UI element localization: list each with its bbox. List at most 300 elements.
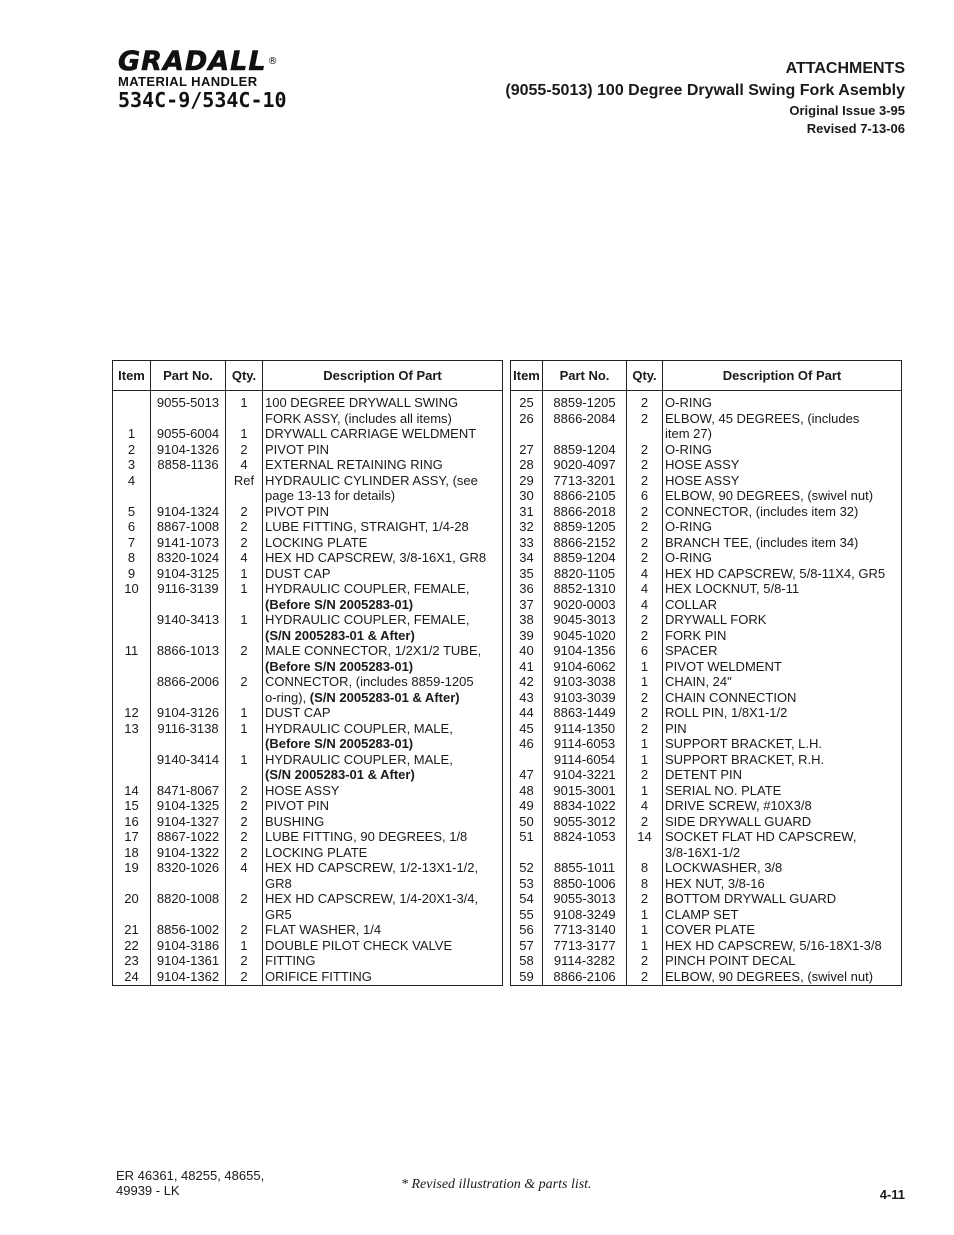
description: O-RING bbox=[663, 391, 902, 411]
quantity: 2 bbox=[627, 891, 663, 907]
table-row bbox=[113, 798, 503, 814]
table-row bbox=[113, 907, 503, 923]
col-header-desc: Description Of Part bbox=[663, 361, 902, 391]
quantity: 1 bbox=[627, 752, 663, 768]
description: FORK PIN bbox=[663, 628, 902, 644]
quantity: 2 bbox=[226, 922, 263, 938]
quantity bbox=[226, 736, 263, 752]
part-number bbox=[543, 845, 627, 861]
col-header-part: Part No. bbox=[543, 361, 627, 391]
description: CHAIN, 24" bbox=[663, 674, 902, 690]
item-number: 34 bbox=[519, 550, 534, 565]
description: HYDRAULIC CYLINDER ASSY, (see bbox=[263, 473, 503, 489]
table-row bbox=[113, 535, 503, 551]
part-number: 9104-3125 bbox=[151, 566, 226, 582]
quantity bbox=[226, 690, 263, 706]
table-row bbox=[511, 953, 902, 969]
description: FLAT WASHER, 1/4 bbox=[263, 922, 503, 938]
table-row bbox=[511, 659, 902, 675]
item-number: 59 bbox=[519, 968, 534, 984]
part-number: 9055-6004 bbox=[151, 426, 226, 442]
quantity: 2 bbox=[226, 845, 263, 861]
item-number: 33 bbox=[519, 534, 534, 550]
item-number: 44 bbox=[519, 705, 534, 720]
quantity: 4 bbox=[226, 550, 263, 566]
item-number: 14 bbox=[124, 782, 139, 798]
part-number: 8867-1008 bbox=[151, 519, 226, 535]
description: PINCH POINT DECAL bbox=[663, 953, 902, 969]
item-number bbox=[113, 690, 151, 706]
quantity: 4 bbox=[627, 581, 663, 597]
part-number: 9104-6062 bbox=[543, 659, 627, 675]
table-row bbox=[511, 674, 902, 690]
item-number bbox=[113, 659, 151, 675]
part-number: 7713-3177 bbox=[543, 938, 627, 954]
table-row bbox=[511, 938, 902, 954]
description: PIN bbox=[663, 721, 902, 737]
description: CONNECTOR, (includes item 32) bbox=[663, 504, 902, 520]
engineering-revisions bbox=[116, 1168, 264, 1198]
table-row bbox=[511, 798, 902, 814]
part-number: 9116-3138 bbox=[151, 721, 226, 737]
description: LUBE FITTING, 90 DEGREES, 1/8 bbox=[263, 829, 503, 845]
item-number: 20 bbox=[124, 891, 139, 906]
table-row bbox=[511, 426, 902, 442]
table-row bbox=[113, 473, 503, 489]
item-number: 32 bbox=[519, 519, 534, 534]
quantity: 1 bbox=[627, 938, 663, 954]
part-number: 8824-1053 bbox=[543, 829, 627, 845]
item-number: 48 bbox=[519, 782, 534, 798]
item-number: 43 bbox=[519, 689, 534, 705]
description: COVER PLATE bbox=[663, 922, 902, 938]
table-row bbox=[511, 891, 902, 907]
item-number bbox=[113, 907, 151, 923]
description: CLAMP SET bbox=[663, 907, 902, 923]
part-number: 9114-1350 bbox=[543, 721, 627, 737]
table-row bbox=[511, 457, 902, 473]
quantity: 1 bbox=[226, 612, 263, 628]
table-row bbox=[113, 581, 503, 597]
part-number: 8820-1105 bbox=[543, 566, 627, 582]
quantity bbox=[226, 597, 263, 613]
item-number: 25 bbox=[519, 395, 534, 410]
item-number: 36 bbox=[519, 581, 534, 596]
description: (Before S/N 2005283-01) bbox=[263, 597, 503, 613]
description: GR8 bbox=[263, 876, 503, 892]
table-row bbox=[113, 488, 503, 504]
description: (S/N 2005283-01 & After) bbox=[263, 767, 503, 783]
part-number bbox=[151, 736, 226, 752]
part-number: 8320-1024 bbox=[151, 550, 226, 566]
item-number bbox=[113, 488, 151, 504]
description: HEX HD CAPSCREW, 1/2-13X1-1/2, bbox=[263, 860, 503, 876]
item-number: 46 bbox=[519, 736, 534, 751]
table-row bbox=[511, 690, 902, 706]
table-row bbox=[113, 411, 503, 427]
description: 100 DEGREE DRYWALL SWING bbox=[263, 391, 503, 411]
table-row bbox=[113, 674, 503, 690]
table-row bbox=[113, 504, 503, 520]
item-number: 28 bbox=[519, 457, 534, 472]
item-number: 30 bbox=[519, 488, 534, 503]
quantity: 1 bbox=[627, 907, 663, 923]
table-row bbox=[511, 860, 902, 876]
item-number: 6 bbox=[127, 519, 136, 534]
item-number: 53 bbox=[519, 875, 534, 891]
part-number: 9114-3282 bbox=[543, 953, 627, 969]
item-number: 27 bbox=[519, 441, 534, 457]
part-number: 9103-3039 bbox=[543, 690, 627, 706]
part-number: 8866-2084 bbox=[543, 411, 627, 427]
item-number: 57 bbox=[519, 937, 534, 953]
table-row bbox=[511, 519, 902, 535]
table-row bbox=[511, 612, 902, 628]
part-number: 9015-3001 bbox=[543, 783, 627, 799]
part-number: 8820-1008 bbox=[151, 891, 226, 907]
part-number: 8834-1022 bbox=[543, 798, 627, 814]
part-number bbox=[151, 597, 226, 613]
description: LOCKING PLATE bbox=[263, 845, 503, 861]
description: HEX HD CAPSCREW, 1/4-20X1-3/4, bbox=[263, 891, 503, 907]
col-header-desc: Description Of Part bbox=[263, 361, 503, 391]
part-number: 9104-3221 bbox=[543, 767, 627, 783]
part-number: 8320-1026 bbox=[151, 860, 226, 876]
part-number bbox=[151, 411, 226, 427]
part-number: 9055-3012 bbox=[543, 814, 627, 830]
part-number: 9104-1361 bbox=[151, 953, 226, 969]
item-number: 49 bbox=[519, 798, 534, 813]
table-row bbox=[113, 752, 503, 768]
item-number: 31 bbox=[519, 503, 534, 519]
part-number: 9104-1324 bbox=[151, 504, 226, 520]
table-row bbox=[511, 411, 902, 427]
table-row bbox=[511, 597, 902, 613]
table-row bbox=[113, 426, 503, 442]
table-row bbox=[511, 566, 902, 582]
part-number: 8855-1011 bbox=[543, 860, 627, 876]
quantity: 8 bbox=[627, 876, 663, 892]
item-number: 15 bbox=[124, 798, 139, 813]
table-row bbox=[113, 953, 503, 969]
description: SPACER bbox=[663, 643, 902, 659]
original-issue: Original Issue 3-95 bbox=[789, 103, 905, 118]
quantity: 2 bbox=[226, 891, 263, 907]
quantity: 2 bbox=[226, 783, 263, 799]
quantity: 2 bbox=[627, 391, 663, 411]
item-number bbox=[113, 767, 151, 783]
part-number: 7713-3201 bbox=[543, 473, 627, 489]
description: LUBE FITTING, STRAIGHT, 1/4-28 bbox=[263, 519, 503, 535]
table-row bbox=[113, 457, 503, 473]
quantity: 2 bbox=[627, 969, 663, 986]
quantity: 2 bbox=[627, 767, 663, 783]
table-row bbox=[113, 767, 503, 783]
table-row bbox=[113, 922, 503, 938]
part-number: 9104-1356 bbox=[543, 643, 627, 659]
item-number: 51 bbox=[519, 829, 534, 844]
er-line-1: ER 46361, 48255, 48655, bbox=[116, 1168, 265, 1183]
description: ROLL PIN, 1/8X1-1/2 bbox=[663, 705, 902, 721]
col-header-item: Item bbox=[511, 361, 543, 391]
part-number: 9104-1322 bbox=[151, 845, 226, 861]
description: EXTERNAL RETAINING RING bbox=[263, 457, 503, 473]
table-row bbox=[113, 736, 503, 752]
item-number: 23 bbox=[124, 953, 139, 968]
quantity bbox=[627, 426, 663, 442]
quantity: 2 bbox=[226, 643, 263, 659]
part-number: 8859-1205 bbox=[543, 391, 627, 411]
part-number: 9104-1362 bbox=[151, 969, 226, 986]
item-number: 17 bbox=[124, 829, 139, 844]
description: LOCKWASHER, 3/8 bbox=[663, 860, 902, 876]
table-row bbox=[113, 690, 503, 706]
part-number: 8850-1006 bbox=[543, 876, 627, 892]
item-number: 29 bbox=[519, 472, 534, 488]
quantity bbox=[627, 845, 663, 861]
quantity: 2 bbox=[226, 798, 263, 814]
quantity: 2 bbox=[226, 504, 263, 520]
table-row bbox=[113, 969, 503, 986]
part-number bbox=[151, 907, 226, 923]
part-number bbox=[543, 426, 627, 442]
description: O-RING bbox=[663, 442, 902, 458]
quantity: 4 bbox=[627, 798, 663, 814]
quantity: 1 bbox=[627, 922, 663, 938]
quantity: 2 bbox=[627, 473, 663, 489]
item-number: 13 bbox=[124, 720, 139, 736]
part-number: 9103-3038 bbox=[543, 674, 627, 690]
table-row bbox=[511, 473, 902, 489]
description: HOSE ASSY bbox=[663, 473, 902, 489]
col-header-part: Part No. bbox=[151, 361, 226, 391]
quantity: 1 bbox=[226, 752, 263, 768]
description: SOCKET FLAT HD CAPSCREW, bbox=[663, 829, 902, 845]
quantity: 1 bbox=[627, 674, 663, 690]
part-number bbox=[151, 488, 226, 504]
description: PIVOT PIN bbox=[263, 798, 503, 814]
item-number bbox=[113, 752, 151, 768]
table-row bbox=[511, 628, 902, 644]
item-number: 7 bbox=[127, 534, 136, 550]
item-number: 9 bbox=[127, 565, 136, 581]
registered-mark: ® bbox=[267, 56, 279, 67]
table-row bbox=[511, 504, 902, 520]
table-header-row bbox=[511, 361, 902, 391]
quantity: 1 bbox=[226, 705, 263, 721]
description: o-ring), (S/N 2005283-01 & After) bbox=[263, 690, 503, 706]
quantity: 2 bbox=[627, 953, 663, 969]
item-number: 2 bbox=[127, 441, 136, 457]
item-number: 18 bbox=[124, 844, 139, 860]
item-number bbox=[113, 391, 151, 411]
description: PIVOT PIN bbox=[263, 504, 503, 520]
table-row bbox=[113, 566, 503, 582]
quantity: 8 bbox=[627, 860, 663, 876]
item-number: 39 bbox=[519, 627, 534, 643]
item-number bbox=[113, 597, 151, 613]
table-row bbox=[113, 612, 503, 628]
table-row bbox=[113, 721, 503, 737]
table-row bbox=[113, 829, 503, 845]
part-number: 9116-3139 bbox=[151, 581, 226, 597]
quantity: 2 bbox=[226, 814, 263, 830]
description: DUST CAP bbox=[263, 566, 503, 582]
item-number: 58 bbox=[519, 953, 534, 968]
item-number: 37 bbox=[519, 596, 534, 612]
table-row bbox=[113, 519, 503, 535]
quantity: 2 bbox=[226, 829, 263, 845]
table-row bbox=[113, 391, 503, 411]
part-number bbox=[151, 876, 226, 892]
table-row bbox=[511, 643, 902, 659]
quantity: 1 bbox=[226, 581, 263, 597]
item-number: 56 bbox=[519, 922, 534, 937]
quantity: 2 bbox=[627, 535, 663, 551]
part-number: 8859-1204 bbox=[543, 550, 627, 566]
quantity: 2 bbox=[627, 814, 663, 830]
description: DRYWALL CARRIAGE WELDMENT bbox=[263, 426, 503, 442]
table-row bbox=[511, 581, 902, 597]
part-number: 8866-2152 bbox=[543, 535, 627, 551]
part-number: 7713-3140 bbox=[543, 922, 627, 938]
table-row bbox=[113, 938, 503, 954]
quantity: 2 bbox=[226, 969, 263, 986]
item-number: 1 bbox=[127, 426, 136, 441]
description: (Before S/N 2005283-01) bbox=[263, 736, 503, 752]
item-number: 35 bbox=[519, 565, 534, 581]
description: PIVOT PIN bbox=[263, 442, 503, 458]
description: MALE CONNECTOR, 1/2X1/2 TUBE, bbox=[263, 643, 503, 659]
description: DUST CAP bbox=[263, 705, 503, 721]
quantity: 2 bbox=[627, 457, 663, 473]
quantity bbox=[226, 628, 263, 644]
table-row bbox=[511, 550, 902, 566]
item-number bbox=[511, 752, 543, 768]
quantity: 2 bbox=[226, 535, 263, 551]
item-number: 42 bbox=[519, 674, 534, 689]
part-number: 9045-1020 bbox=[543, 628, 627, 644]
part-number: 8858-1136 bbox=[151, 457, 226, 473]
description: ELBOW, 45 DEGREES, (includes bbox=[663, 411, 902, 427]
quantity: 2 bbox=[627, 612, 663, 628]
item-number: 50 bbox=[519, 813, 534, 829]
table-row bbox=[511, 736, 902, 752]
table-row bbox=[113, 628, 503, 644]
quantity: 2 bbox=[627, 690, 663, 706]
description: FORK ASSY, (includes all items) bbox=[263, 411, 503, 427]
table-row bbox=[511, 535, 902, 551]
table-row bbox=[113, 876, 503, 892]
item-number: 16 bbox=[124, 813, 139, 829]
part-number: 8859-1204 bbox=[543, 442, 627, 458]
item-number: 40 bbox=[519, 643, 534, 658]
item-number: 10 bbox=[124, 581, 139, 596]
description: COLLAR bbox=[663, 597, 902, 613]
quantity: 2 bbox=[627, 705, 663, 721]
description: SIDE DRYWALL GUARD bbox=[663, 814, 902, 830]
description: CONNECTOR, (includes 8859-1205 bbox=[263, 674, 503, 690]
part-number: 9104-1325 bbox=[151, 798, 226, 814]
table-row bbox=[113, 643, 503, 659]
part-number: 9104-3186 bbox=[151, 938, 226, 954]
item-number: 38 bbox=[519, 612, 534, 627]
parts-table-right bbox=[510, 360, 902, 986]
description: BOTTOM DRYWALL GUARD bbox=[663, 891, 902, 907]
part-number bbox=[151, 767, 226, 783]
gradall-logo bbox=[118, 47, 318, 111]
description: BRANCH TEE, (includes item 34) bbox=[663, 535, 902, 551]
quantity bbox=[226, 411, 263, 427]
description: ELBOW, 90 DEGREES, (swivel nut) bbox=[663, 969, 902, 986]
part-number: 9114-6053 bbox=[543, 736, 627, 752]
table-row bbox=[511, 752, 902, 768]
quantity: 1 bbox=[226, 391, 263, 411]
table-row bbox=[113, 845, 503, 861]
description: HYDRAULIC COUPLER, FEMALE, bbox=[263, 581, 503, 597]
part-number: 9140-3414 bbox=[151, 752, 226, 768]
quantity: 1 bbox=[226, 721, 263, 737]
item-number bbox=[113, 674, 151, 690]
table-row bbox=[113, 597, 503, 613]
logo-models: 534C-9/534C-10 bbox=[118, 88, 287, 112]
description: HEX HD CAPSCREW, 5/8-11X4, GR5 bbox=[663, 566, 902, 582]
part-number: 9104-3126 bbox=[151, 705, 226, 721]
er-line-2: 49939 - LK bbox=[116, 1183, 180, 1198]
quantity bbox=[226, 767, 263, 783]
table-row bbox=[511, 783, 902, 799]
section-title: ATTACHMENTS bbox=[785, 60, 905, 77]
item-number: 11 bbox=[124, 643, 139, 658]
part-number: 8866-2018 bbox=[543, 504, 627, 520]
revision-note: * Revised illustration & parts list. bbox=[401, 1177, 592, 1192]
item-number: 12 bbox=[124, 705, 139, 720]
part-number: 9140-3413 bbox=[151, 612, 226, 628]
part-number: 8856-1002 bbox=[151, 922, 226, 938]
table-row bbox=[511, 391, 902, 411]
table-row bbox=[511, 721, 902, 737]
table-row bbox=[511, 829, 902, 845]
part-number: 9055-3013 bbox=[543, 891, 627, 907]
part-number: 8866-2006 bbox=[151, 674, 226, 690]
table-row bbox=[113, 442, 503, 458]
description: LOCKING PLATE bbox=[263, 535, 503, 551]
part-number: 8852-1310 bbox=[543, 581, 627, 597]
part-number: 9020-4097 bbox=[543, 457, 627, 473]
item-number bbox=[113, 628, 151, 644]
description: DRIVE SCREW, #10X3/8 bbox=[663, 798, 902, 814]
item-number: 3 bbox=[127, 457, 136, 472]
description: HEX LOCKNUT, 5/8-11 bbox=[663, 581, 902, 597]
table-row bbox=[511, 705, 902, 721]
description: HOSE ASSY bbox=[663, 457, 902, 473]
page-number: 4-11 bbox=[879, 1187, 905, 1202]
logo-brand: GRADALL® bbox=[118, 46, 279, 77]
col-header-qty: Qty. bbox=[627, 361, 663, 391]
description: ORIFICE FITTING bbox=[263, 969, 503, 986]
quantity: 4 bbox=[226, 457, 263, 473]
part-number bbox=[151, 690, 226, 706]
item-number: 4 bbox=[127, 472, 136, 488]
quantity: 1 bbox=[627, 736, 663, 752]
part-number: 9114-6054 bbox=[543, 752, 627, 768]
quantity: 2 bbox=[226, 442, 263, 458]
quantity: 2 bbox=[627, 628, 663, 644]
quantity: 1 bbox=[226, 938, 263, 954]
description: HEX NUT, 3/8-16 bbox=[663, 876, 902, 892]
part-number: 9104-1327 bbox=[151, 814, 226, 830]
item-number: 47 bbox=[519, 767, 534, 782]
